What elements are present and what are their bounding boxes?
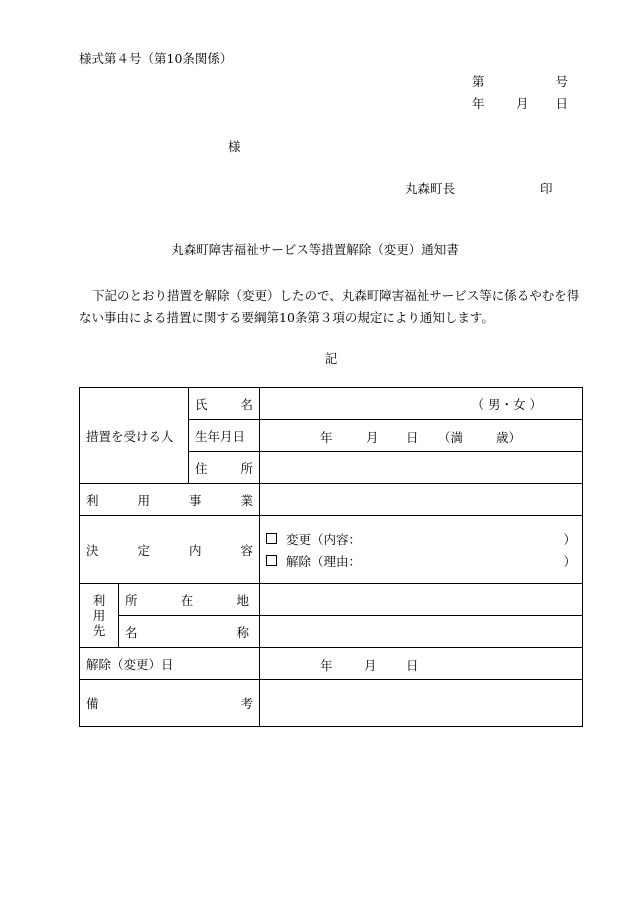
age-close: 歳）: [496, 429, 522, 445]
seal-mark: 印: [540, 181, 553, 196]
facility-label: 利 用 先: [80, 584, 119, 648]
gender-choice: （ 男・女 ）: [471, 396, 542, 412]
cancel-checkbox[interactable]: [266, 555, 277, 566]
decision-label: 決 定 内 容: [80, 516, 260, 584]
name-field[interactable]: [260, 388, 583, 420]
form-table: [79, 387, 583, 727]
cancel-date-field[interactable]: [260, 648, 583, 680]
address-label: 住 所: [189, 452, 260, 484]
cd-year: 年: [320, 657, 333, 673]
decision-field: [260, 516, 583, 584]
date-year: 年: [472, 96, 485, 111]
cancel-date-label: 解除（変更）日: [80, 648, 260, 680]
form-number: 様式第４号（第10条関係）: [79, 51, 233, 66]
facility-name-field[interactable]: [260, 616, 583, 648]
change-option[interactable]: 変更（内容： ）: [266, 528, 576, 550]
birth-field[interactable]: [260, 420, 583, 452]
birth-year: 年: [320, 429, 333, 445]
number-prefix: 第: [472, 74, 485, 89]
address-field[interactable]: [260, 452, 583, 484]
location-field[interactable]: [260, 584, 583, 616]
change-checkbox[interactable]: [266, 533, 277, 544]
remarks-field[interactable]: [260, 680, 583, 727]
age-open: （満: [438, 429, 464, 445]
document-title: 丸森町障害福祉サービス等措置解除（変更）通知書: [171, 242, 459, 257]
remarks-label: 備 考: [80, 680, 260, 727]
number-suffix: 号: [555, 74, 568, 89]
date-month: 月: [516, 96, 529, 111]
sender-name: 丸森町長: [405, 181, 456, 196]
service-field[interactable]: [260, 484, 583, 516]
recipient-label: 措置を受ける人: [80, 388, 189, 484]
addressee-suffix: 様: [228, 139, 241, 154]
name-label: 氏 名: [189, 388, 260, 420]
date-day: 日: [555, 96, 568, 111]
birth-label: 生年月日: [189, 420, 260, 452]
ki-heading: 記: [324, 351, 338, 366]
service-label: 利 用 事 業: [80, 484, 260, 516]
body-text: 下記のとおり措置を解除（変更）したので、丸森町障害福祉サービス等に係るやむを得ない事由による措置に関する要綱第10条第３項の規定により通知します。: [79, 288, 580, 325]
birth-month: 月: [366, 429, 379, 445]
facility-name-label: 名 称: [119, 616, 260, 648]
cd-day: 日: [406, 657, 419, 673]
cd-month: 月: [364, 657, 377, 673]
location-label: 所 在 地: [119, 584, 260, 616]
birth-day: 日: [406, 429, 419, 445]
cancel-option[interactable]: 解除（理由： ）: [266, 550, 576, 572]
